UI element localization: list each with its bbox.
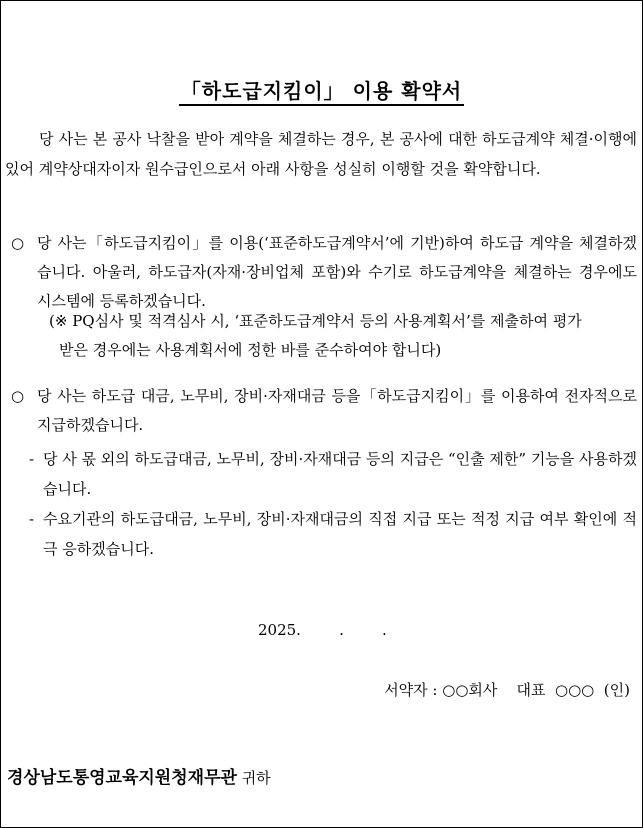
circle-bullet-icon: ○: [11, 387, 25, 405]
addressee-suffix: 귀하: [236, 769, 271, 787]
dash-bullet-icon: -: [29, 450, 35, 468]
signer-line: 서약자 : ○○회사 대표 ○○○ (인): [384, 681, 630, 699]
pledge-item-2: [11, 382, 637, 440]
intro-paragraph: 당 사는 본 공사 낙찰을 받아 계약을 체결하는 경우, 본 공사에 대한 하도급계약 체결·이행에 있어 계약상대자이자 원수급인으로서 아래 사항을 성실히 이행할 것을 확약합니다.: [5, 130, 637, 178]
addressee-organization: 경상남도통영교육지원청재무관: [7, 768, 237, 788]
pledge-date: 2025. . .: [258, 621, 387, 639]
dash-bullet-icon: -: [29, 510, 35, 528]
note-line-2: 받은 경우에는 사용계획서에 정한 바를 준수하여야 합니다): [59, 341, 442, 359]
sub-item-2: [29, 504, 637, 564]
pledge-item-2-text: 당 사는 하도급 대금, 노무비, 장비·자재대금 등을「하도급지킴이」를 이용하여 전자적으로 지급하겠습니다.: [37, 387, 637, 434]
document-title-wrap: [1, 75, 642, 104]
addressee: [7, 763, 271, 788]
pledge-item-1-text: 당 사는「하도급지킴이」를 이용(‘표준하도급계약서’에 기반)하여 하도급 계약을 체결하겠습니다. 아울러, 하도급자(자재·장비업체 포함)와 수기로 하도급계약을 체결하는 경우에도 시스템에 등록하겠습니다.: [37, 234, 637, 310]
note-line-1: (※ PQ심사 및 적격심사 시, ‘표준하도급계약서 등의 사용계획서’를 제출하여 평가: [49, 312, 582, 330]
pledge-item-1: [11, 229, 637, 316]
document-title: 「하도급지킴이」 이용 확약서: [179, 79, 464, 106]
circle-bullet-icon: ○: [11, 234, 25, 252]
sub-item-1: [29, 444, 637, 504]
sub-item-1-text: 당 사 몫 외의 하도급대금, 노무비, 장비·자재대금 등의 지급은 “인출 제한” 기능을 사용하겠습니다.: [43, 450, 638, 498]
sub-item-2-text: 수요기관의 하도급대금, 노무비, 장비·자재대금의 직접 지급 또는 적정 지급 여부 확인에 적극 응하겠습니다.: [43, 510, 637, 558]
pledge-item-1-note: [49, 307, 637, 365]
